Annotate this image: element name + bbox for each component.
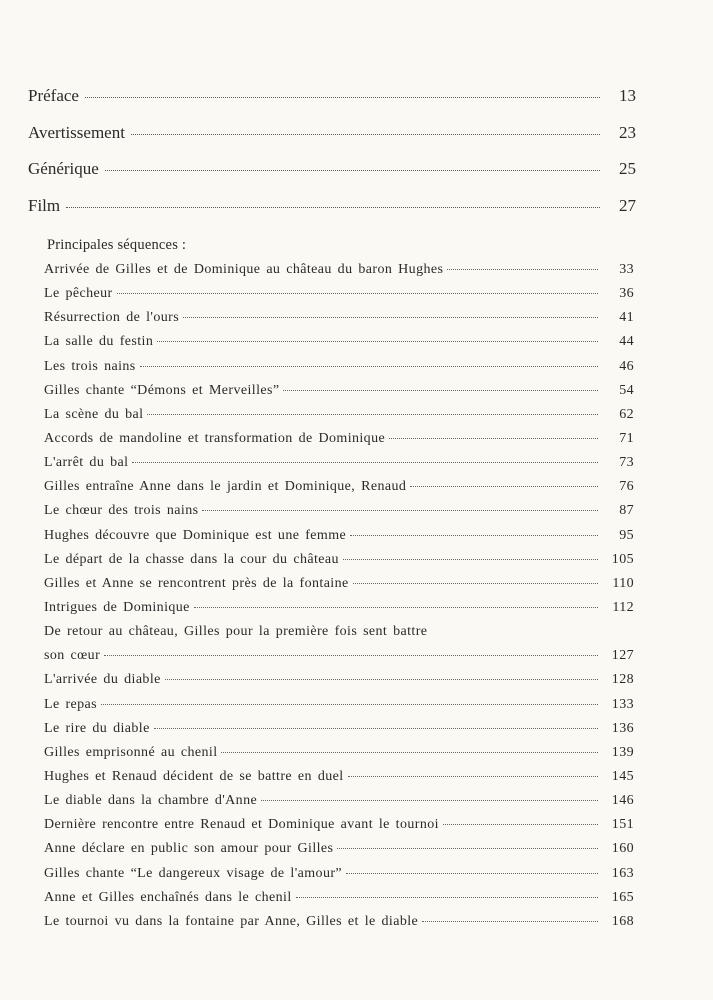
toc-entry-label: Préface [28, 86, 79, 105]
sequence-entry[interactable] [44, 431, 634, 455]
sequence-page-number: 87 [619, 503, 634, 519]
sequence-entry[interactable] [44, 455, 634, 479]
sequence-entry[interactable] [44, 793, 634, 817]
toc-entry-generique[interactable] [28, 159, 636, 196]
dot-leader [66, 205, 600, 208]
sequence-entry[interactable] [44, 576, 634, 600]
sequence-entry[interactable] [44, 914, 634, 938]
dot-leader [337, 846, 598, 849]
sequence-page-number: 127 [611, 648, 634, 664]
toc-entry-label: Avertissement [28, 122, 125, 142]
sequence-page-number: 168 [611, 913, 634, 929]
sequence-label: L'arrêt du bal [44, 455, 129, 471]
sequence-page-number: 71 [619, 430, 634, 446]
sequence-page-number: 33 [619, 262, 634, 277]
sequence-label: Dernière rencontre entre Renaud et Dominique avant le tournoi [44, 817, 439, 833]
dot-leader [85, 95, 600, 98]
sequence-page-number: 62 [619, 406, 634, 422]
toc-entry-label: Film [28, 195, 61, 215]
dot-leader [183, 315, 598, 318]
sequence-list [44, 262, 634, 938]
toc-entry-label: Générique [28, 159, 99, 179]
sequence-label: Les trois nains [44, 358, 136, 374]
sequence-entry[interactable] [44, 359, 634, 383]
sequence-page-number: 151 [611, 817, 634, 833]
dot-leader [348, 774, 598, 777]
dot-leader [104, 653, 598, 656]
dot-leader [343, 557, 598, 560]
dot-leader [296, 895, 598, 898]
sequence-label: Hughes découvre que Dominique est une femme [44, 527, 347, 543]
sequence-label: Gilles emprisonné au chenil [44, 744, 218, 760]
sequence-page-number: 95 [619, 527, 634, 543]
sequence-entry[interactable] [44, 552, 634, 576]
sequence-entry[interactable] [44, 697, 634, 721]
sequence-label: Accords de mandoline et transformation de Dominique [44, 430, 386, 446]
sequence-label: La salle du festin [44, 334, 154, 350]
sequences-heading: Principales séquences : [47, 237, 187, 253]
dot-leader [147, 412, 598, 415]
dot-leader [131, 132, 600, 135]
sequence-label: Le rire du diable [44, 720, 150, 736]
sequence-entry[interactable] [44, 286, 634, 310]
sequence-page-number: 163 [611, 865, 634, 881]
dot-leader [447, 267, 598, 270]
sequence-entry[interactable] [44, 528, 634, 552]
sequence-page-number: 146 [611, 793, 634, 809]
dot-leader [117, 291, 598, 294]
sequence-page-number: 112 [612, 599, 634, 615]
sequence-page-number: 73 [619, 455, 634, 471]
sequence-entry[interactable] [44, 866, 634, 890]
sequence-entry[interactable] [44, 503, 634, 527]
sequence-label: Le tournoi vu dans la fontaine par Anne, Gilles et le diable [44, 913, 419, 929]
sequence-label: Arrivée de Gilles et de Dominique au château du baron Hughes [44, 262, 444, 277]
sequence-label: Résurrection de l'ours [44, 310, 180, 326]
sequence-label: Le diable dans la chambre d'Anne [44, 793, 258, 809]
sequence-entry[interactable] [44, 383, 634, 407]
sequence-page-number: 128 [611, 672, 634, 688]
sequence-page-number: 165 [611, 889, 634, 905]
sequence-entry[interactable] [44, 262, 634, 286]
toc-page-number: 13 [619, 86, 636, 105]
sequence-label: Le départ de la chasse dans la cour du château [44, 551, 339, 567]
sequence-label: Le pêcheur [44, 286, 113, 302]
sequence-entry[interactable] [44, 334, 634, 358]
sequence-page-number: 139 [611, 744, 634, 760]
sequence-page-number: 36 [619, 286, 634, 302]
sequence-page-number: 46 [619, 358, 634, 374]
dot-leader [202, 508, 598, 511]
dot-leader [165, 677, 598, 680]
sequence-label: Le chœur des trois nains [44, 503, 199, 519]
sequence-entry[interactable] [44, 745, 634, 769]
dot-leader [389, 436, 598, 439]
table-of-contents-main [28, 86, 636, 232]
dot-leader [443, 822, 598, 825]
sequence-page-number: 105 [611, 551, 634, 567]
sequence-label: son cœur [44, 648, 101, 664]
sequence-page-number: 76 [619, 479, 634, 495]
sequence-label: Gilles chante “Le dangereux visage de l'amour” [44, 865, 343, 881]
sequence-label: Le repas [44, 696, 98, 712]
sequence-page-number: 133 [611, 696, 634, 712]
toc-page-number: 23 [619, 122, 636, 142]
sequence-entry[interactable] [44, 817, 634, 841]
dot-leader [283, 388, 598, 391]
sequence-label: Anne et Gilles enchaînés dans le chenil [44, 889, 292, 905]
dot-leader [154, 726, 598, 729]
dot-leader [194, 605, 598, 608]
sequence-label: Gilles chante “Démons et Merveilles” [44, 382, 280, 398]
sequence-entry[interactable] [44, 769, 634, 793]
dot-leader [410, 484, 598, 487]
sequence-entry[interactable] [44, 600, 634, 624]
sequence-page-number: 41 [619, 310, 634, 326]
sequence-entry[interactable] [44, 890, 634, 914]
sequence-entry[interactable] [44, 672, 634, 696]
sequence-label: Hughes et Renaud décident de se battre en duel [44, 768, 344, 784]
sequence-label: Gilles entraîne Anne dans le jardin et Dominique, Renaud [44, 479, 407, 495]
sequence-page-number: 110 [612, 575, 634, 591]
dot-leader [431, 630, 598, 632]
sequence-page-number: 44 [619, 334, 634, 350]
toc-page-number: 25 [619, 159, 636, 179]
dot-leader [105, 168, 600, 171]
dot-leader [350, 533, 598, 536]
sequence-entry[interactable] [44, 721, 634, 745]
dot-leader [157, 339, 598, 342]
sequence-entry[interactable] [44, 648, 634, 672]
sequence-label: La scène du bal [44, 406, 144, 422]
sequence-label: Anne déclare en public son amour pour Gilles [44, 841, 334, 857]
toc-entry-avertissement[interactable] [28, 123, 636, 160]
sequence-label: Gilles et Anne se rencontrent près de la fontaine [44, 575, 349, 591]
sequence-entry[interactable] [44, 624, 634, 648]
sequence-label: De retour au château, Gilles pour la première fois sent battre [44, 624, 428, 640]
dot-leader [132, 460, 598, 463]
sequence-page-number: 160 [611, 841, 634, 857]
sequence-page-number: 54 [619, 382, 634, 398]
sequence-label: Intrigues de Dominique [44, 599, 190, 615]
sequence-page-number: 136 [611, 720, 634, 736]
toc-entry-film[interactable] [28, 196, 636, 233]
sequence-page-number: 145 [611, 768, 634, 784]
sequence-label: L'arrivée du diable [44, 672, 161, 688]
toc-entry-preface[interactable] [28, 86, 636, 123]
dot-leader [221, 750, 598, 753]
sequence-entry[interactable] [44, 407, 634, 431]
sequence-entry[interactable] [44, 479, 634, 503]
dot-leader [101, 702, 598, 705]
dot-leader [261, 798, 598, 801]
dot-leader [140, 364, 598, 367]
toc-page-number: 27 [619, 195, 636, 215]
sequence-entry[interactable] [44, 841, 634, 865]
dot-leader [346, 871, 598, 874]
sequence-entry[interactable] [44, 310, 634, 334]
dot-leader [422, 919, 598, 922]
dot-leader [353, 581, 598, 584]
